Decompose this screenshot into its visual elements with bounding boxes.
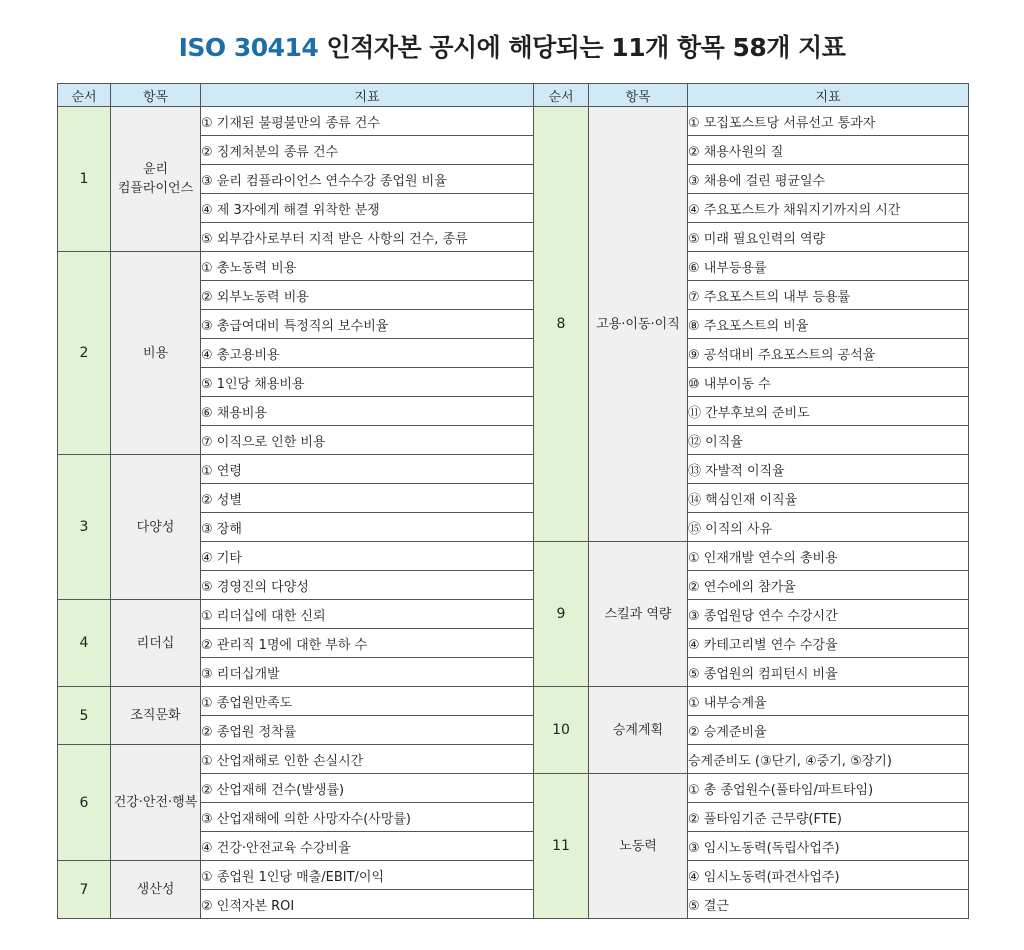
indicator-cell: ③ 종업원당 연수 수강시간 [688,600,969,629]
indicator-cell: ② 징계처분의 종류 건수 [201,136,534,165]
indicator-cell: ② 승계준비율 [688,716,969,745]
indicator-cell: ④ 주요포스트가 채워지기까지의 시간 [688,194,969,223]
indicator-cell: ② 성별 [201,484,534,513]
indicator-cell: ⑨ 공석대비 주요포스트의 공석율 [688,339,969,368]
indicator-cell: ⑥ 채용비용 [201,397,534,426]
indicator-cell: ④ 제 3자에게 해결 위착한 분쟁 [201,194,534,223]
indicator-table [57,83,969,919]
header-indicator-right: 지표 [688,84,969,107]
section-category: 고용·이동·이직 [589,107,688,542]
indicator-cell: ⑥ 내부등용률 [688,252,969,281]
indicator-cell: ④ 카테고리별 연수 수강율 [688,629,969,658]
indicator-cell: ③ 리더십개발 [201,658,534,687]
header-category-right: 항목 [589,84,688,107]
indicator-cell: ⑦ 이직으로 인한 비용 [201,426,534,455]
table-body [58,107,969,919]
indicator-cell: ④ 건강·안전교육 수강비율 [201,832,534,861]
indicator-cell: ③ 윤리 컴플라이언스 연수수강 종업원 비율 [201,165,534,194]
section-number: 2 [58,252,111,455]
indicator-cell: ① 모집포스트당 서류선고 통과자 [688,107,969,136]
section-number: 9 [534,542,589,687]
section-number: 1 [58,107,111,252]
section-category: 노동력 [589,774,688,919]
indicator-cell: ⑤ 종업원의 컴피턴시 비율 [688,658,969,687]
section-category: 리더십 [111,600,201,687]
header-no-left: 순서 [58,84,111,107]
indicator-cell: ⑧ 주요포스트의 비율 [688,310,969,339]
indicator-cell: ① 총 종업원수(풀타임/파트타임) [688,774,969,803]
section-category: 윤리 컴플라이언스 [111,107,201,252]
indicator-cell: 승계준비도 (③단기, ④중기, ⑤장기) [688,745,969,774]
indicator-cell: ① 리더십에 대한 신뢰 [201,600,534,629]
indicator-cell: ③ 장해 [201,513,534,542]
indicator-cell: ① 기재된 불평불만의 종류 건수 [201,107,534,136]
indicator-cell: ① 종업원 1인당 매출/EBIT/이익 [201,861,534,890]
indicator-cell: ② 종업원 정착률 [201,716,534,745]
header-category-left: 항목 [111,84,201,107]
indicator-cell: ⑤ 결근 [688,890,969,919]
section-number: 4 [58,600,111,687]
indicator-cell: ① 종업원만족도 [201,687,534,716]
indicator-cell: ② 산업재해 건수(발생률) [201,774,534,803]
section-category: 생산성 [111,861,201,919]
table-row [58,745,969,774]
indicator-cell: ③ 총급여대비 특정직의 보수비율 [201,310,534,339]
section-number: 6 [58,745,111,861]
indicator-cell: ② 풀타임기준 근무량(FTE) [688,803,969,832]
section-number: 7 [58,861,111,919]
indicator-cell: ⑪ 간부후보의 준비도 [688,397,969,426]
indicator-cell: ⑩ 내부이동 수 [688,368,969,397]
section-number: 5 [58,687,111,745]
indicator-cell: ④ 임시노동력(파견사업주) [688,861,969,890]
header-no-right: 순서 [534,84,589,107]
indicator-cell: ③ 산업재해에 의한 사망자수(사망률) [201,803,534,832]
indicator-cell: ③ 채용에 걸린 평균일수 [688,165,969,194]
title-prefix: ISO 30414 [178,33,319,62]
indicator-cell: ⑤ 외부감사로부터 지적 받은 사항의 건수, 종류 [201,223,534,252]
section-category: 스킬과 역량 [589,542,688,687]
indicator-cell: ① 내부승계율 [688,687,969,716]
table-row [58,455,969,484]
indicator-cell: ⑤ 경영진의 다양성 [201,571,534,600]
section-category: 다양성 [111,455,201,600]
section-category: 건강·안전·행복 [111,745,201,861]
header-indicator-left: 지표 [201,84,534,107]
indicator-cell: ② 외부노동력 비용 [201,281,534,310]
indicator-cell: ① 연령 [201,455,534,484]
indicator-cell: ④ 총고용비용 [201,339,534,368]
page-title [0,28,1024,64]
indicator-cell: ② 인적자본 ROI [201,890,534,919]
indicator-cell: ① 인재개발 연수의 총비용 [688,542,969,571]
title-rest: 인적자본 공시에 해당되는 11개 항목 58개 지표 [318,33,846,62]
indicator-cell: ② 채용사원의 질 [688,136,969,165]
indicator-cell: ① 총노동력 비용 [201,252,534,281]
table-row [58,600,969,629]
indicator-cell: ① 산업재해로 인한 손실시간 [201,745,534,774]
table-row [58,861,969,890]
table-row [58,687,969,716]
section-number: 3 [58,455,111,600]
indicator-cell: ⑤ 1인당 채용비용 [201,368,534,397]
indicator-cell: ② 관리직 1명에 대한 부하 수 [201,629,534,658]
indicator-cell: ⑭ 핵심인재 이직율 [688,484,969,513]
section-category: 조직문화 [111,687,201,745]
table-row [58,107,969,136]
indicator-cell: ⑮ 이직의 사유 [688,513,969,542]
indicator-cell: ③ 임시노동력(독립사업주) [688,832,969,861]
table-header-row [58,84,969,107]
section-number: 8 [534,107,589,542]
table-row [58,252,969,281]
indicator-cell: ④ 기타 [201,542,534,571]
indicator-cell: ② 연수에의 참가율 [688,571,969,600]
section-category: 비용 [111,252,201,455]
section-number: 10 [534,687,589,774]
section-category: 승계계획 [589,687,688,774]
indicator-cell: ⑤ 미래 필요인력의 역량 [688,223,969,252]
indicator-cell: ⑦ 주요포스트의 내부 등용률 [688,281,969,310]
indicator-cell: ⑫ 이직율 [688,426,969,455]
section-number: 11 [534,774,589,919]
indicator-cell: ⑬ 자발적 이직율 [688,455,969,484]
